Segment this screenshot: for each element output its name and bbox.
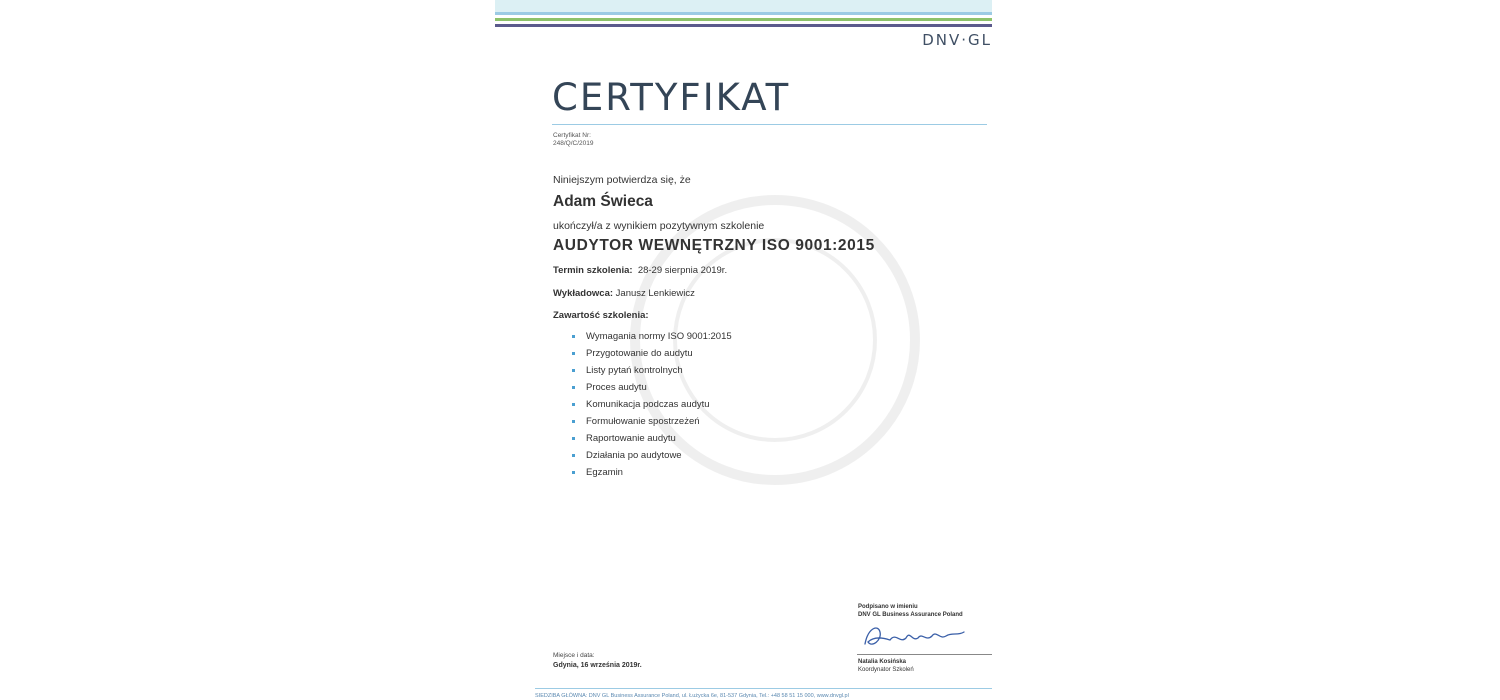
signed-on-behalf [858,603,963,619]
list-item: Listy pytań kontrolnych [570,362,732,379]
dnv-gl-logo: DNV·GL [922,31,992,49]
list-item: Komunikacja podczas audytu [570,396,732,413]
signed-line-2: DNV GL Business Assurance Poland [858,612,963,618]
signer-name: Natalia Kosińska [858,659,907,665]
certificate-number-label: Certyfikat Nr: [553,132,591,139]
lecturer-value: Janusz Lenkiewicz [615,288,695,299]
lecturer-label: Wykładowca: [553,288,614,299]
header-stripe-green [495,18,992,21]
list-item: Proces audytu [570,379,732,396]
contents-label: Zawartość szkolenia: [553,310,649,321]
place-date-value: Gdynia, 16 września 2019r. [553,662,642,669]
title-divider [552,124,987,125]
handwritten-signature [860,618,970,652]
list-item: Wymagania normy ISO 9001:2015 [570,328,732,345]
header-stripe-purple [495,24,992,27]
list-item: Działania po audytowe [570,447,732,464]
place-date-label: Miejsce i data: [553,652,595,659]
training-term [553,265,727,276]
certificate-title: CERTYFIKAT [552,76,791,119]
footer-divider [535,688,992,689]
course-title: AUDYTOR WEWNĘTRZNY ISO 9001:2015 [553,237,875,254]
signer-block [858,658,914,674]
lecturer [553,288,695,299]
signed-line-1: Podpisano w imieniu [858,604,918,610]
certificate-page [495,0,995,700]
recipient-name: Adam Świeca [553,193,653,210]
list-item: Formułowanie spostrzeżeń [570,413,732,430]
footer-address: SIEDZIBA GŁÓWNA: DNV GL Business Assurance Poland, ul. Łużycka 6e, 81-537 Gdynia, Tel.: +48 58 51 15 000, www.dnvgl.pl [535,693,849,699]
signature-line [857,654,992,655]
training-term-label: Termin szkolenia: [553,265,633,276]
topics-list [570,328,732,481]
header-stripe-blue [495,12,992,15]
training-term-value: 28-29 sierpnia 2019r. [637,265,728,276]
signer-role: Koordynator Szkoleń [858,667,914,673]
list-item: Raportowanie audytu [570,430,732,447]
certificate-number-value: 248/Q/C/2019 [553,140,594,147]
list-item: Przygotowanie do audytu [570,345,732,362]
confirmation-text: Niniejszym potwierdza się, że [553,174,691,186]
header-stripe-light [495,0,992,12]
completion-text: ukończył/a z wynikiem pozytywnym szkolenie [553,220,765,232]
list-item: Egzamin [570,464,732,481]
